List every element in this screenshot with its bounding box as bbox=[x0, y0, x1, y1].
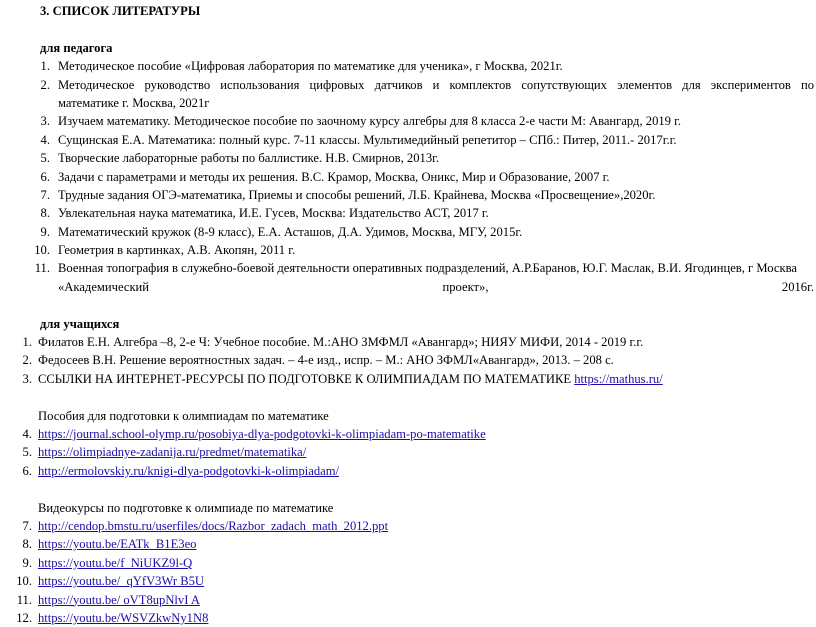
blank-line bbox=[0, 388, 816, 406]
blank-line bbox=[0, 480, 816, 498]
item-text-continuation: «Академический проект», 2016г. bbox=[58, 279, 814, 294]
item-number: 7. bbox=[40, 187, 50, 202]
item-number: 10. bbox=[16, 574, 32, 589]
teacher-item-10 bbox=[0, 241, 816, 259]
video-link[interactable]: https://youtu.be/WSVZkwNy1N8 bbox=[38, 610, 209, 625]
olympiad-caption: Пособия для подготовки к олимпиадам по математике bbox=[38, 408, 329, 423]
mathus-link[interactable]: https://mathus.ru/ bbox=[574, 371, 663, 386]
item-number: 9. bbox=[22, 555, 32, 570]
teacher-item-9 bbox=[0, 223, 816, 241]
olympiad-link[interactable]: https://journal.school-olymp.ru/posobiya-dlya-podgotovki-k-olimpiadam-po-matematike bbox=[38, 426, 486, 441]
video-caption: Видеокурсы по подготовке к олимпиаде по математике bbox=[38, 500, 334, 515]
student-item-1 bbox=[0, 333, 816, 351]
student-item-2 bbox=[0, 351, 816, 369]
students-heading: для учащихся bbox=[40, 316, 120, 331]
teacher-heading: для педагога bbox=[40, 40, 113, 55]
olympiad-link-item-5 bbox=[0, 443, 816, 461]
teacher-item-2-continuation bbox=[0, 94, 816, 112]
item-text: Военная топография в служебно-боевой деятельности оперативных подразделений, А.Р.Баранов, Ю.Г. Маслак, В.И. Ягодинцев, г Москва bbox=[58, 261, 797, 276]
item-text: Задачи с параметрами и методы их решения. В.С. Крамор, Москва, Оникс, Мир и Образование, 2007 г. bbox=[58, 169, 610, 184]
item-number: 10. bbox=[34, 243, 50, 258]
video-link-item-10 bbox=[0, 572, 816, 590]
item-number: 1. bbox=[22, 335, 32, 350]
video-link-item-11 bbox=[0, 591, 816, 609]
teacher-item-11 bbox=[0, 259, 816, 277]
olympiad-link[interactable]: https://olimpiadnye-zadanija.ru/predmet/matematika/ bbox=[38, 445, 307, 460]
teacher-item-4 bbox=[0, 131, 816, 149]
item-number: 4. bbox=[22, 426, 32, 441]
blank-line bbox=[0, 20, 816, 38]
video-link-item-9 bbox=[0, 554, 816, 572]
item-number: 8. bbox=[22, 537, 32, 552]
teacher-item-5 bbox=[0, 149, 816, 167]
item-text bbox=[38, 370, 814, 388]
teacher-item-11-continuation bbox=[0, 278, 816, 296]
item-number: 2. bbox=[40, 77, 50, 92]
student-item-3 bbox=[0, 370, 816, 388]
item-number: 9. bbox=[40, 224, 50, 239]
item-text: Творческие лабораторные работы по баллистике. Н.В. Смирнов, 2013г. bbox=[58, 151, 440, 166]
item-number: 6. bbox=[22, 463, 32, 478]
video-link-item-8 bbox=[0, 535, 816, 553]
item-number: 2. bbox=[22, 353, 32, 368]
item-number: 4. bbox=[40, 132, 50, 147]
item-text: Федосеев В.Н. Решение вероятностных задач. – 4-е изд., испр. – М.: АНО ЗФМЛ«Авангард», 2013. – 208 с. bbox=[38, 353, 614, 368]
teacher-item-3 bbox=[0, 112, 816, 130]
item-number: 1. bbox=[40, 59, 50, 74]
item-text-continuation: математике г. Москва, 2021г bbox=[58, 95, 210, 110]
item-number: 11. bbox=[34, 261, 50, 276]
olympiad-link[interactable]: http://ermolovskiy.ru/knigi-dlya-podgotovki-k-olimpiadam/ bbox=[38, 463, 340, 478]
video-link[interactable]: https://youtu.be/EATk_B1E3eo bbox=[38, 537, 197, 552]
item-number: 3. bbox=[22, 371, 32, 386]
item-text: Увлекательная наука математика, И.Е. Гусев, Москва: Издательство АСТ, 2017 г. bbox=[58, 206, 489, 221]
item-number: 8. bbox=[40, 206, 50, 221]
item-text: Геометрия в картинках, А.В. Акопян, 2011 г. bbox=[58, 243, 296, 258]
item-text-body: ССЫЛКИ НА ИНТЕРНЕТ-РЕСУРСЫ ПО ПОДГОТОВКЕ К ОЛИМПИАДАМ ПО МАТЕМАТИКЕ bbox=[38, 371, 575, 386]
teacher-item-7 bbox=[0, 186, 816, 204]
item-text: Сущинская Е.А. Математика: полный курс. 7-11 классы. Мультимедийный репетитор – СПб.: Питер, 2011.- 2017г.г. bbox=[58, 132, 677, 147]
item-text: Методическое руководство использования цифровых датчиков и комплектов сопутствующих элементов для экспериментов по bbox=[58, 77, 814, 92]
item-text: Изучаем математику. Методическое пособие по заочному курсу алгебры для 8 класса 2-е части М: Авангард, 2019 г. bbox=[58, 114, 681, 129]
item-number: 12. bbox=[16, 610, 32, 625]
teacher-item-1 bbox=[0, 57, 816, 75]
video-link-item-12 bbox=[0, 609, 816, 627]
video-link[interactable]: https://youtu.be/_qYfV3Wr B5U bbox=[38, 574, 204, 589]
teacher-item-2 bbox=[0, 76, 816, 94]
item-text: Методическое пособие «Цифровая лаборатория по математике для ученика», г Москва, 2021г. bbox=[58, 59, 563, 74]
teacher-item-8 bbox=[0, 204, 816, 222]
item-text: Математический кружок (8-9 класс), Е.А. Асташов, Д.А. Удимов, Москва, МГУ, 2015г. bbox=[58, 224, 523, 239]
section-title: 3. СПИСОК ЛИТЕРАТУРЫ bbox=[40, 4, 201, 18]
video-link[interactable]: https://youtu.be/ oVT8upNlvI A bbox=[38, 592, 200, 607]
item-text: Трудные задания ОГЭ-математика, Приемы и способы решений, Л.Б. Крайнева, Москва «Просвещение»,2020г. bbox=[58, 187, 656, 202]
item-number: 5. bbox=[22, 445, 32, 460]
item-number: 5. bbox=[40, 151, 50, 166]
blank-line bbox=[0, 296, 816, 314]
olympiad-link-item-6 bbox=[0, 462, 816, 480]
item-number: 11. bbox=[16, 592, 32, 607]
video-link[interactable]: http://cendop.bmstu.ru/userfiles/docs/Razbor_zadach_math_2012.ppt bbox=[38, 518, 389, 533]
item-number: 3. bbox=[40, 114, 50, 129]
teacher-item-6 bbox=[0, 168, 816, 186]
olympiad-link-item-4 bbox=[0, 425, 816, 443]
item-number: 6. bbox=[40, 169, 50, 184]
item-text: Филатов Е.Н. Алгебра –8, 2-е Ч: Учебное пособие. М.:АНО ЗМФМЛ «Авангард»; НИЯУ МИФИ, 2014 - 2019 г.г. bbox=[38, 335, 644, 350]
video-link[interactable]: https://youtu.be/f_NiUKZ9l-Q bbox=[38, 555, 193, 570]
item-number: 7. bbox=[22, 518, 32, 533]
